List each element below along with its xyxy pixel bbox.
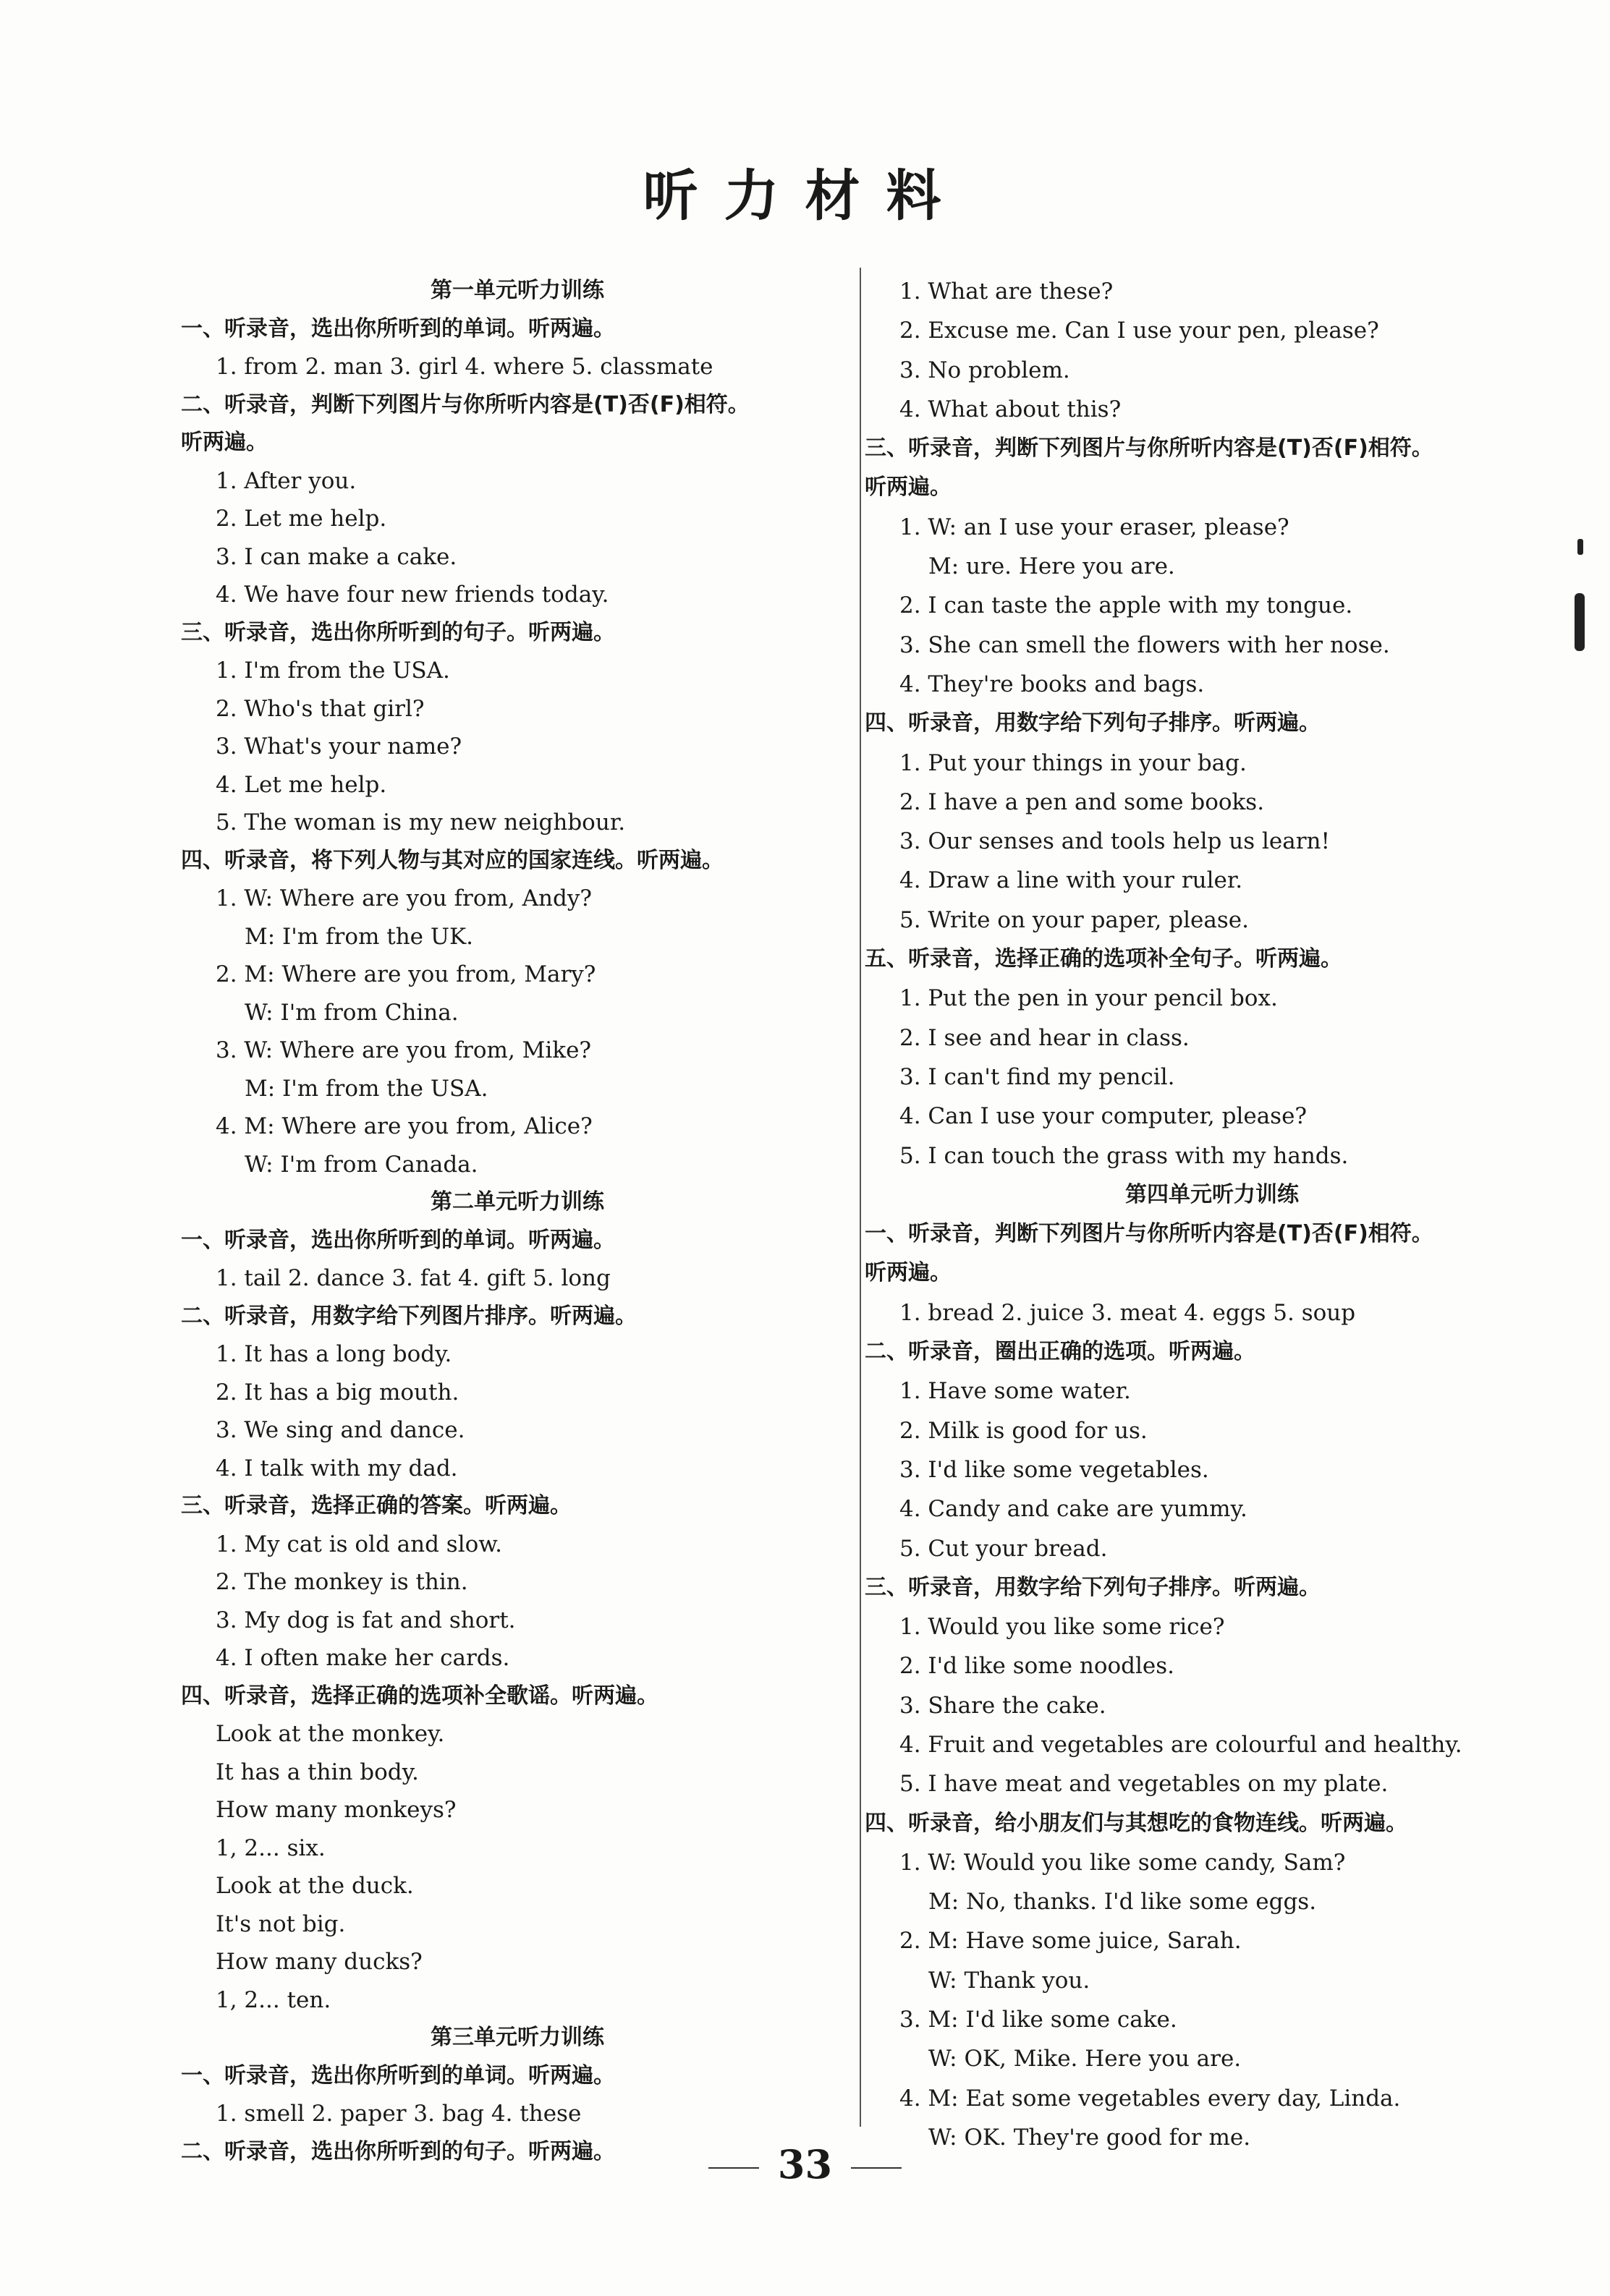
script-line: 2. I can taste the apple with my tongue. [899, 592, 1353, 619]
script-line: 5. Write on your paper, please. [899, 906, 1249, 933]
script-line: It's not big. [216, 1910, 346, 1937]
question-heading: 二、听录音，圈出正确的选项。听两遍。 [865, 1339, 1255, 1365]
script-line: 3. Share the cake. [899, 1692, 1106, 1719]
script-line: How many monkeys? [216, 1797, 457, 1823]
question-heading: 四、听录音，选择正确的选项补全歌谣。听两遍。 [181, 1683, 658, 1709]
question-heading: 四、听录音，给小朋友们与其想吃的食物连线。听两遍。 [865, 1810, 1407, 1836]
unit-heading: 第三单元听力训练 [431, 2025, 604, 2050]
script-line: 1. W: Where are you from, Andy? [216, 885, 592, 911]
question-heading: 一、听录音，选出你所听到的单词。听两遍。 [181, 315, 615, 341]
script-line: 1. Put your things in your bag. [899, 749, 1247, 776]
question-heading: 四、听录音，将下列人物与其对应的国家连线。听两遍。 [181, 847, 724, 873]
scan-mark [1575, 593, 1585, 651]
script-line: 2. Who's that girl? [216, 695, 425, 722]
script-line: M: No, thanks. I'd like some eggs. [928, 1889, 1317, 1916]
question-heading: 三、听录音，用数字给下列句子排序。听两遍。 [865, 1574, 1321, 1600]
question-heading: 三、听录音，判断下列图片与你所听内容是(T)否(F)相符。 [865, 435, 1433, 462]
script-line: 1. W: an I use your eraser, please? [899, 514, 1289, 540]
script-line: 5. I can touch the grass with my hands. [899, 1142, 1349, 1169]
script-line: 3. M: I'd like some cake. [899, 2007, 1177, 2033]
script-line: 3. I'd like some vegetables. [899, 1456, 1209, 1483]
script-line: 1, 2... six. [216, 1834, 326, 1861]
script-line: M: ure. Here you are. [928, 553, 1175, 580]
script-line: 4. Candy and cake are yummy. [899, 1496, 1247, 1523]
script-line: W: OK. They're good for me. [928, 2124, 1251, 2151]
script-line: It has a thin body. [216, 1759, 419, 1785]
dash-left [708, 2167, 759, 2169]
script-line: Look at the duck. [216, 1873, 414, 1899]
scan-mark [1577, 539, 1583, 555]
script-line: 2. M: Where are you from, Mary? [216, 961, 596, 987]
script-line: 1. What are these? [899, 279, 1114, 305]
script-line: How many ducks? [216, 1949, 423, 1975]
script-line: 2. M: Have some juice, Sarah. [899, 1928, 1242, 1955]
question-heading: 二、听录音，判断下列图片与你所听内容是(T)否(F)相符。 [181, 391, 750, 417]
script-line: 1. After you. [216, 467, 357, 494]
script-line: 2. Excuse me. Can I use your pen, please? [899, 318, 1379, 344]
script-line: 3. She can smell the flowers with her nose. [899, 632, 1390, 658]
script-line: 5. The woman is my new neighbour. [216, 809, 626, 836]
left-column [181, 272, 854, 2171]
script-line: 3. W: Where are you from, Mike? [216, 1037, 592, 1063]
dash-right [851, 2167, 902, 2169]
script-line: 4. They're books and bags. [899, 671, 1205, 697]
unit-heading: 第二单元听力训练 [431, 1189, 604, 1215]
script-line: M: I'm from the USA. [245, 1075, 488, 1102]
script-line: 4. M: Where are you from, Alice? [216, 1113, 593, 1139]
script-line: 1. W: Would you like some candy, Sam? [899, 1849, 1346, 1876]
question-heading: 四、听录音，用数字给下列句子排序。听两遍。 [865, 710, 1321, 736]
script-line: 2. Let me help. [216, 506, 387, 532]
script-line: 2. I'd like some noodles. [899, 1653, 1175, 1680]
question-heading: 二、听录音，选出你所听到的句子。听两遍。 [181, 2138, 615, 2164]
script-line: 3. I can make a cake. [216, 543, 457, 570]
script-line: 4. Draw a line with your ruler. [899, 867, 1243, 894]
script-line: 1. Would you like some rice? [899, 1614, 1225, 1641]
script-line: 2. I have a pen and some books. [899, 788, 1265, 815]
script-line: 1. bread 2. juice 3. meat 4. eggs 5. soup [899, 1299, 1356, 1326]
question-heading: 听两遍。 [865, 475, 952, 501]
script-line: 1. from 2. man 3. girl 4. where 5. classmate [216, 354, 713, 380]
script-line: 4. Can I use your computer, please? [899, 1103, 1308, 1130]
script-line: 1, 2... ten. [216, 1986, 331, 2013]
page-number-text: 33 [777, 2141, 833, 2187]
script-line: 4. M: Eat some vegetables every day, Linda. [899, 2085, 1401, 2112]
question-heading: 一、听录音，选出你所听到的单词。听两遍。 [181, 2062, 615, 2088]
script-line: W: I'm from China. [245, 999, 459, 1026]
script-line: 4. What about this? [899, 396, 1122, 422]
script-line: 1. It has a long body. [216, 1341, 452, 1367]
script-line: 1. I'm from the USA. [216, 658, 450, 684]
question-heading: 听两遍。 [865, 1260, 952, 1286]
script-line: 2. The monkey is thin. [216, 1569, 468, 1595]
script-line: 5. Cut your bread. [899, 1535, 1108, 1562]
script-line: 1. Put the pen in your pencil box. [899, 985, 1278, 1012]
question-heading: 三、听录音，选出你所听到的句子。听两遍。 [181, 619, 615, 645]
question-heading: 五、听录音，选择正确的选项补全句子。听两遍。 [865, 946, 1342, 972]
unit-heading: 第四单元听力训练 [1125, 1181, 1299, 1207]
question-heading: 一、听录音，判断下列图片与你所听内容是(T)否(F)相符。 [865, 1221, 1433, 1247]
script-line: 1. tail 2. dance 3. fat 4. gift 5. long [216, 1265, 611, 1291]
script-line: 2. I see and hear in class. [899, 1024, 1190, 1051]
script-line: M: I'm from the UK. [245, 923, 474, 950]
right-column [865, 272, 1559, 2157]
script-line: 1. smell 2. paper 3. bag 4. these [216, 2101, 582, 2127]
script-line: 5. I have meat and vegetables on my plate. [899, 1771, 1389, 1798]
question-heading: 二、听录音，用数字给下列图片排序。听两遍。 [181, 1303, 637, 1329]
question-heading: 三、听录音，选择正确的答案。听两遍。 [181, 1493, 572, 1518]
page-number [0, 2141, 1610, 2187]
page-title: 听力材料 [643, 163, 967, 228]
unit-heading: 第一单元听力训练 [431, 278, 604, 303]
script-line: 2. It has a big mouth. [216, 1379, 459, 1406]
script-line: W: I'm from Canada. [245, 1151, 478, 1178]
question-heading: 一、听录音，选出你所听到的单词。听两遍。 [181, 1227, 615, 1253]
script-line: 3. What's your name? [216, 734, 462, 760]
script-line: 3. No problem. [899, 357, 1070, 383]
script-line: 4. Fruit and vegetables are colourful and healthy. [899, 1731, 1462, 1758]
script-line: 1. Have some water. [899, 1378, 1131, 1405]
script-line: 4. I often make her cards. [216, 1645, 510, 1671]
script-line: Look at the monkey. [216, 1721, 445, 1747]
script-line: 3. Our senses and tools help us learn! [899, 828, 1330, 855]
script-line: 4. I talk with my dad. [216, 1455, 458, 1481]
script-line: W: Thank you. [928, 1967, 1090, 1994]
script-line: 2. Milk is good for us. [899, 1417, 1148, 1444]
script-line: 1. My cat is old and slow. [216, 1531, 502, 1557]
script-line: 3. We sing and dance. [216, 1417, 465, 1443]
script-line: 4. Let me help. [216, 771, 387, 798]
script-line: 4. We have four new friends today. [216, 582, 609, 608]
script-line: 3. I can't find my pencil. [899, 1063, 1175, 1090]
script-line: W: OK, Mike. Here you are. [928, 2046, 1242, 2072]
question-heading: 听两遍。 [181, 430, 268, 455]
column-divider [860, 268, 861, 2127]
script-line: 3. My dog is fat and short. [216, 1607, 516, 1633]
